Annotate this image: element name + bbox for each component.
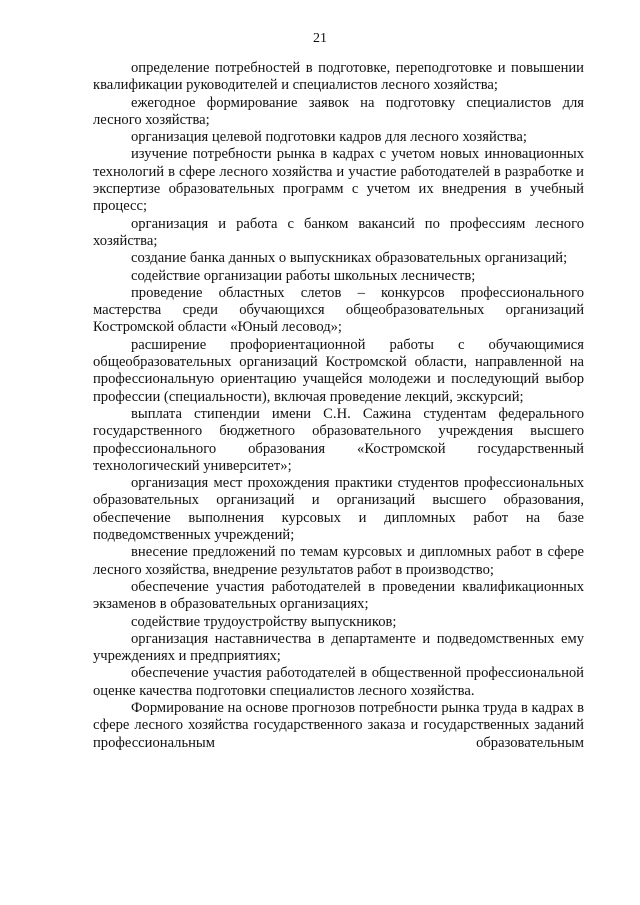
paragraph: организация наставничества в департаменте и подведомственных ему учреждениях и предприятиях;	[93, 630, 584, 665]
paragraph: организация и работа с банком вакансий по профессиям лесного хозяйства;	[93, 215, 584, 249]
paragraph: внесение предложений по темам курсовых и дипломных работ в сфере лесного хозяйства, внедрение результатов работ в производство;	[93, 544, 584, 578]
paragraph: выплата стипендии имени С.Н. Сажина студентам федерального государственного бюджетного образовательного учреждения высшего профессионального образования «Костромской государственный технологический университет»;	[93, 405, 584, 474]
paragraph: содействие организации работы школьных лесничеств;	[131, 267, 476, 284]
paragraph: расширение профориентационной работы с обучающимися общеобразовательных организаций Костромской области, направленной на профессиональную ориентацию учащейся молодежи и последующий выбор профессии (специальности), включая проведение лекций, экскурсий;	[93, 336, 584, 405]
paragraph: ежегодное формирование заявок на подготовку специалистов для лесного хозяйства;	[93, 94, 584, 128]
paragraph: обеспечение участия работодателей в проведении квалификационных экзаменов в образовательных организациях;	[93, 578, 584, 613]
page-number: 21	[313, 31, 327, 46]
paragraph: организация мест прохождения практики студентов профессиональных образовательных организаций и организаций высшего образования, обеспечение выполнения курсовых и дипломных работ на базе подведомственных учреждений;	[93, 475, 584, 544]
document-body	[93, 60, 584, 752]
paragraph: обеспечение участия работодателей в общественной профессиональной оценке качества подготовки специалистов лесного хозяйства.	[93, 665, 584, 699]
paragraph: Формирование на основе прогнозов потребности рынка труда в кадрах в сфере лесного хозяйства государственного заказа и государственных заданий профессиональным образовательным	[93, 699, 584, 751]
paragraph: создание банка данных о выпускниках образовательных организаций;	[131, 250, 568, 267]
paragraph: проведение областных слетов – конкурсов профессионального мастерства среди обучающихся общеобразовательных организаций Костромской области «Юный лесовод»;	[93, 284, 584, 336]
paragraph: организация целевой подготовки кадров для лесного хозяйства;	[131, 129, 527, 146]
paragraph: определение потребностей в подготовке, переподготовке и повышении квалификации руководителей и специалистов лесного хозяйства;	[93, 60, 584, 94]
paragraph: изучение потребности рынка в кадрах с учетом новых инновационных технологий в сфере лесного хозяйства и участие работодателей в разработке и экспертизе образовательных программ с учетом их внедрения в учебный процесс;	[93, 146, 584, 215]
paragraph: содействие трудоустройству выпускников;	[131, 613, 397, 630]
